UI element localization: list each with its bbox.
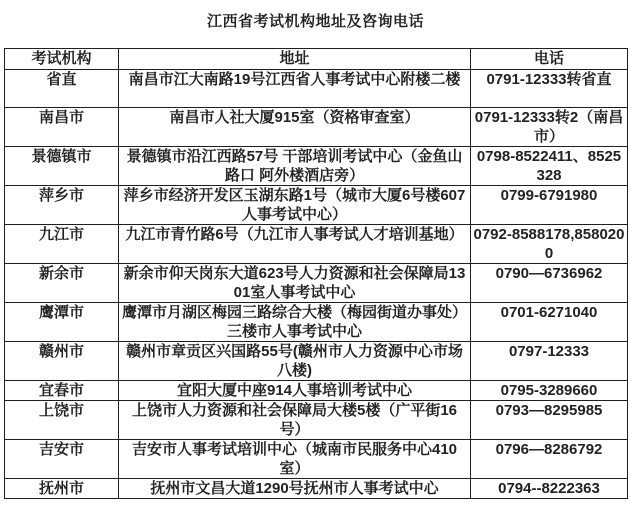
table-row	[5, 440, 628, 479]
address-cell: 吉安市人事考试培训中心（城南市民服务中心410室）	[119, 440, 471, 479]
table-row	[5, 70, 628, 108]
column-header-org: 考试机构	[5, 49, 119, 70]
table-row	[5, 186, 628, 225]
table-body	[5, 70, 628, 499]
org-cell: 省直	[5, 70, 119, 108]
phone-cell: 0797-12333	[471, 342, 628, 381]
address-cell: 新余市仰天岗东大道623号人力资源和社会保障局1301室人事考试中心	[119, 264, 471, 303]
phone-cell: 0795-3289660	[471, 381, 628, 401]
table-row	[5, 479, 628, 499]
address-cell: 九江市青竹路6号（九江市人事考试人才培训基地）	[119, 225, 471, 264]
address-cell: 南昌市江大南路19号江西省人事考试中心附楼二楼	[119, 70, 471, 108]
column-header-address: 地址	[119, 49, 471, 70]
org-cell: 景德镇市	[5, 147, 119, 186]
phone-cell: 0791-12333转2（南昌市）	[471, 108, 628, 147]
org-cell: 鹰潭市	[5, 303, 119, 342]
phone-cell: 0799-6791980	[471, 186, 628, 225]
org-cell: 赣州市	[5, 342, 119, 381]
table-row	[5, 225, 628, 264]
table-row	[5, 108, 628, 147]
org-cell: 南昌市	[5, 108, 119, 147]
exam-orgs-table	[4, 48, 628, 499]
phone-cell: 0793—8295985	[471, 401, 628, 440]
table-row	[5, 342, 628, 381]
phone-cell: 0701-6271040	[471, 303, 628, 342]
table-row	[5, 147, 628, 186]
address-cell: 赣州市章贡区兴国路55号(赣州市人力资源中心市场八楼)	[119, 342, 471, 381]
org-cell: 上饶市	[5, 401, 119, 440]
address-cell: 萍乡市经济开发区玉湖东路1号（城市大厦6号楼607人事考试中心）	[119, 186, 471, 225]
phone-cell: 0791-12333转省直	[471, 70, 628, 108]
page-title: 江西省考试机构地址及咨询电话	[206, 13, 424, 30]
address-cell: 宜阳大厦中座914人事培训考试中心	[119, 381, 471, 401]
org-cell: 萍乡市	[5, 186, 119, 225]
table-row	[5, 381, 628, 401]
org-cell: 吉安市	[5, 440, 119, 479]
org-cell: 抚州市	[5, 479, 119, 499]
address-cell: 上饶市人力资源和社会保障局大楼5楼（广平街16号）	[119, 401, 471, 440]
phone-cell: 0792-8588178,8580200	[471, 225, 628, 264]
phone-cell: 0790—6736962	[471, 264, 628, 303]
column-header-phone: 电话	[471, 49, 628, 70]
phone-cell: 0796—8286792	[471, 440, 628, 479]
address-cell: 鹰潭市月湖区梅园三路综合大楼（梅园街道办事处）三楼市人事考试中心	[119, 303, 471, 342]
address-cell: 景德镇市沿江西路57号 干部培训考试中心（金鱼山路口 阿外楼酒店旁）	[119, 147, 471, 186]
table-row	[5, 264, 628, 303]
org-cell: 新余市	[5, 264, 119, 303]
phone-cell: 0794--8222363	[471, 479, 628, 499]
org-cell: 宜春市	[5, 381, 119, 401]
table-row	[5, 401, 628, 440]
phone-cell: 0798-8522411、8525328	[471, 147, 628, 186]
table-header-row	[5, 49, 628, 70]
table-row	[5, 303, 628, 342]
address-cell: 南昌市人社大厦915室（资格审查室）	[119, 108, 471, 147]
org-cell: 九江市	[5, 225, 119, 264]
address-cell: 抚州市文昌大道1290号抚州市人事考试中心	[119, 479, 471, 499]
